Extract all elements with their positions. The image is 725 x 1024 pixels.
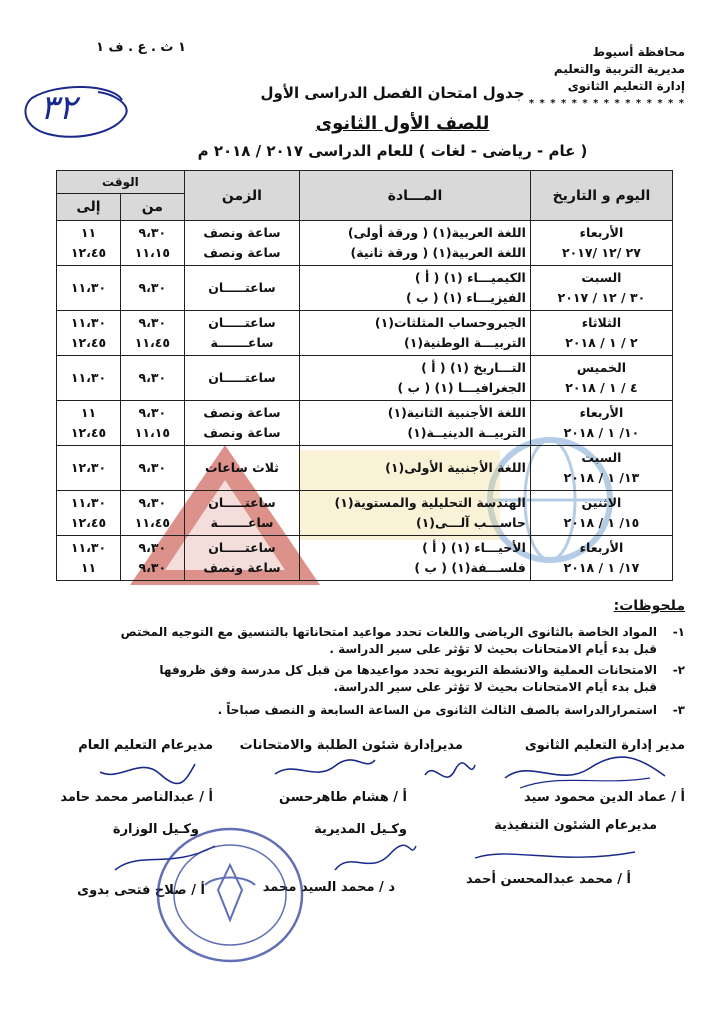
cell-from-line: ١١،١٥ (134, 425, 170, 440)
schedule-row (57, 221, 673, 266)
note-line: قبل بدء أيام الامتحانات بحيث لا تؤثر على سير الدراسة . (329, 642, 657, 656)
cell-day (530, 446, 672, 491)
cell-duration (184, 221, 299, 266)
cell-duration-line: ساعة ونصف (203, 245, 281, 260)
cell-from-line: ٩،٣٠ (138, 540, 167, 555)
cell-day (530, 536, 672, 581)
signatory-name: أ / عبدالناصر محمد حامد (60, 790, 213, 805)
cell-to (57, 491, 121, 536)
cell-to (57, 356, 121, 401)
cell-duration (184, 491, 299, 536)
cell-from-line: ٩،٣٠ (138, 460, 167, 475)
note-item (45, 702, 685, 719)
cell-subject (300, 356, 531, 401)
cell-duration-line: ساعتـــــان (208, 280, 276, 295)
signatory-name: أ / عماد الدين محمود سيد (524, 790, 685, 805)
cell-duration-line: ساعتـــــان (208, 370, 276, 385)
note-line: الامتحانات العملية والانشطة التربوية تحدد مواعيدها من قبل كل مدرسة وفق ظروفها (159, 663, 657, 677)
header-to: إلى (57, 194, 121, 221)
note-item (45, 662, 685, 696)
cell-duration-line: ساعتـــــان (208, 540, 276, 555)
cell-subject (300, 401, 531, 446)
cell-duration (184, 266, 299, 311)
schedule-row (57, 401, 673, 446)
notes-heading: ملحوظات: (613, 598, 685, 614)
cell-subject-line: التربيـــة الوطنية(١) (404, 335, 526, 350)
title-year: ( عام - رياضى - لغات ) للعام الدراسى ٢٠١٧ / ٢٠١٨ م (197, 142, 588, 160)
cell-from (120, 266, 184, 311)
cell-duration-line: ساعتـــــان (208, 495, 276, 510)
cell-day (530, 401, 672, 446)
title-grade: للصف الأول الثانوى (315, 113, 490, 134)
signatory-title: مدير إدارة التعليم الثانوى (524, 738, 685, 753)
cell-day-line: ٣٠ / ١٢ / ٢٠١٧ (557, 290, 646, 305)
cell-subject-line: فلســـفة(١) ( ب ) (414, 560, 526, 575)
cell-from (120, 536, 184, 581)
title-main: جدول امتحان الفصل الدراسى الأول (260, 84, 525, 102)
cell-from-line: ٩،٣٠ (138, 405, 167, 420)
cell-day (530, 221, 672, 266)
cell-duration-line: ساعة ونصف (203, 405, 281, 420)
signatory-name: أ / هشام طاهرحسن (279, 790, 407, 805)
cell-subject-line: التربيــة الدينيــة(١) (407, 425, 526, 440)
cell-day (530, 311, 672, 356)
cell-day-line: ٤ / ١ / ٢٠١٨ (565, 380, 638, 395)
cell-from-line: ١١،١٥ (134, 245, 170, 260)
cell-to-line: ١١،٣٠ (70, 370, 107, 385)
cell-to-line: ١٢،٣٠ (70, 460, 107, 475)
cell-day-line: السبت (581, 450, 622, 465)
issuer-line-2: مديرية التربية والتعليم (553, 62, 685, 76)
cell-to-line: ١١ (80, 225, 97, 240)
cell-duration-line: ساعتـــــان (208, 315, 276, 330)
cell-to-line: ١١ (80, 560, 97, 575)
cell-duration (184, 356, 299, 401)
note-number: ٢- (672, 663, 685, 677)
schedule-row (57, 311, 673, 356)
cell-subject-line: الجغرافيـــا (١) ( ب ) (397, 380, 526, 395)
cell-duration-line: ساعة ونصف (203, 425, 281, 440)
cell-to-line: ١٢،٤٥ (70, 515, 107, 530)
cell-day-line: ١٠/ ١ / ٢٠١٨ (563, 425, 640, 440)
note-item (45, 624, 685, 658)
cell-to-line: ١٢،٤٥ (70, 425, 107, 440)
signature-scribble (470, 840, 640, 870)
cell-duration (184, 401, 299, 446)
schedule-row (57, 491, 673, 536)
cell-day-line: الثلاثاء (581, 315, 622, 330)
cell-day-line: الأربعاء (579, 540, 624, 555)
header-time: الوقت (57, 171, 185, 194)
document-code: ١ ث . ع . ف ١ (96, 40, 186, 55)
cell-subject (300, 491, 531, 536)
note-line: استمرارالدراسة بالصف الثالث الثانوى من الساعة السابعة و النصف صباحاً . (217, 703, 657, 717)
cell-from (120, 221, 184, 266)
signatory-title: وكـيل الوزارة (112, 822, 199, 837)
cell-to (57, 266, 121, 311)
cell-day-line: الأربعاء (579, 405, 624, 420)
cell-duration-line: ساعـــــــة (210, 335, 274, 350)
cell-subject (300, 446, 531, 491)
cell-day-line: الخميس (576, 360, 626, 375)
signature-scribble (90, 752, 200, 788)
cell-to-line: ١١،٣٠ (70, 280, 107, 295)
note-number: ٣- (672, 703, 685, 717)
cell-from (120, 401, 184, 446)
cell-subject (300, 266, 531, 311)
cell-from-line: ١١،٤٥ (134, 335, 170, 350)
exam-schedule-table (56, 170, 673, 581)
cell-duration-line: ثلاث ساعات (205, 460, 279, 475)
cell-from-line: ٩،٣٠ (138, 560, 167, 575)
handwritten-number: ٣٢ (40, 88, 77, 128)
cell-to-line: ١١،٣٠ (70, 540, 107, 555)
note-line: قبل بدء أيام الامتحانات بحيث لا تؤثر على سير الدراسة. (333, 680, 657, 694)
note-number: ١- (672, 625, 685, 639)
cell-subject-line: الفيزيـــاء (١) ( ب ) (405, 290, 526, 305)
cell-subject-line: التـــاريخ (١) ( أ ) (421, 360, 526, 375)
cell-duration-line: ساعة ونصف (203, 225, 281, 240)
signature-scribble (420, 755, 480, 795)
cell-duration (184, 446, 299, 491)
cell-subject-line: الأحيـــاء (١) ( أ ) (422, 540, 526, 555)
cell-from-line: ١١،٤٥ (134, 515, 170, 530)
header-subject: المـــادة (300, 171, 531, 221)
cell-subject (300, 536, 531, 581)
cell-subject (300, 221, 531, 266)
note-line: المواد الخاصة بالثانوى الرياضى واللغات تحدد مواعيد امتحاناتها بالتنسيق مع التوجيه المختص (120, 625, 657, 639)
cell-to (57, 311, 121, 356)
cell-to (57, 446, 121, 491)
header-duration: الزمن (184, 171, 299, 221)
signatory-name: أ / محمد عبدالمحسن أحمد (465, 872, 631, 887)
cell-day-line: الاثنين (581, 495, 622, 510)
header-day: اليوم و التاريخ (530, 171, 672, 221)
schedule-row (57, 536, 673, 581)
header-from: من (120, 194, 184, 221)
cell-from (120, 446, 184, 491)
cell-to (57, 221, 121, 266)
signature-scribble (330, 840, 420, 880)
stars-divider: * * * * * * * * * * * * * * * (528, 98, 685, 109)
cell-from (120, 356, 184, 401)
cell-from (120, 311, 184, 356)
schedule-row (57, 356, 673, 401)
cell-to-line: ١٢،٤٥ (70, 335, 107, 350)
cell-subject-line: حاســـب آلـــى(١) (415, 515, 526, 530)
cell-from-line: ٩،٣٠ (138, 280, 167, 295)
issuer-line-3: إدارة التعليم الثانوى (567, 79, 685, 93)
cell-subject (300, 311, 531, 356)
schedule-row (57, 266, 673, 311)
signature-scribble (270, 752, 380, 786)
cell-duration (184, 536, 299, 581)
cell-to-line: ١٢،٤٥ (70, 245, 107, 260)
official-stamp (150, 820, 310, 970)
cell-subject-line: اللغة العربية(١) ( ورقة أولى) (347, 225, 526, 240)
signatory-title: مديرعام التعليم العام (78, 738, 213, 753)
issuer-line-1: محافظة أسيوط (592, 45, 685, 59)
cell-subject-line: الجبروحساب المثلثات(١) (374, 315, 526, 330)
cell-from (120, 491, 184, 536)
cell-from-line: ٩،٣٠ (138, 495, 167, 510)
signatory-name: أ / صلاح فتحى بدوى (77, 883, 205, 898)
cell-day-line: السبت (581, 270, 622, 285)
signature-scribble (500, 748, 670, 792)
cell-day-line: ١٧/ ١ / ٢٠١٨ (563, 560, 640, 575)
cell-to-line: ١١،٣٠ (70, 495, 107, 510)
cell-to (57, 401, 121, 446)
cell-subject-line: الكيميـــاء (١) ( أ ) (414, 270, 526, 285)
signatory-title: مديرعام الشئون التنفيذية (494, 818, 657, 833)
cell-from-line: ٩،٣٠ (138, 315, 167, 330)
cell-from-line: ٩،٣٠ (138, 370, 167, 385)
cell-day (530, 266, 672, 311)
cell-duration-line: ساعة ونصف (203, 560, 281, 575)
signatory-title: وكـيل المديرية (314, 822, 407, 837)
cell-day-line: ٢ / ١ / ٢٠١٨ (565, 335, 638, 350)
schedule-row (57, 446, 673, 491)
cell-day-line: الأربعاء (579, 225, 624, 240)
signatory-title: مديرإدارة شئون الطلبة والامتحانات (239, 738, 463, 753)
cell-day-line: ١٣/ ١ / ٢٠١٨ (563, 470, 640, 485)
cell-to-line: ١١ (80, 405, 97, 420)
cell-to-line: ١١،٣٠ (70, 315, 107, 330)
cell-subject-line: اللغة العربية(١) ( ورقة ثانية) (350, 245, 526, 260)
cell-subject-line: اللغة الأجنبية الأولى(١) (385, 460, 526, 475)
cell-day-line: ٢٧ /١٢ /٢٠١٧ (561, 245, 641, 260)
cell-duration (184, 311, 299, 356)
cell-from-line: ٩،٣٠ (138, 225, 167, 240)
cell-subject-line: الهندسة التحليلية والمستوية(١) (334, 495, 526, 510)
cell-subject-line: اللغة الأجنبية الثانية(١) (387, 405, 526, 420)
cell-day (530, 356, 672, 401)
cell-day-line: ١٥/ ١ / ٢٠١٨ (563, 515, 640, 530)
signatory-name: د / محمد السيد محمد (262, 880, 395, 895)
cell-day (530, 491, 672, 536)
cell-to (57, 536, 121, 581)
cell-duration-line: ساعـــــــة (210, 515, 274, 530)
